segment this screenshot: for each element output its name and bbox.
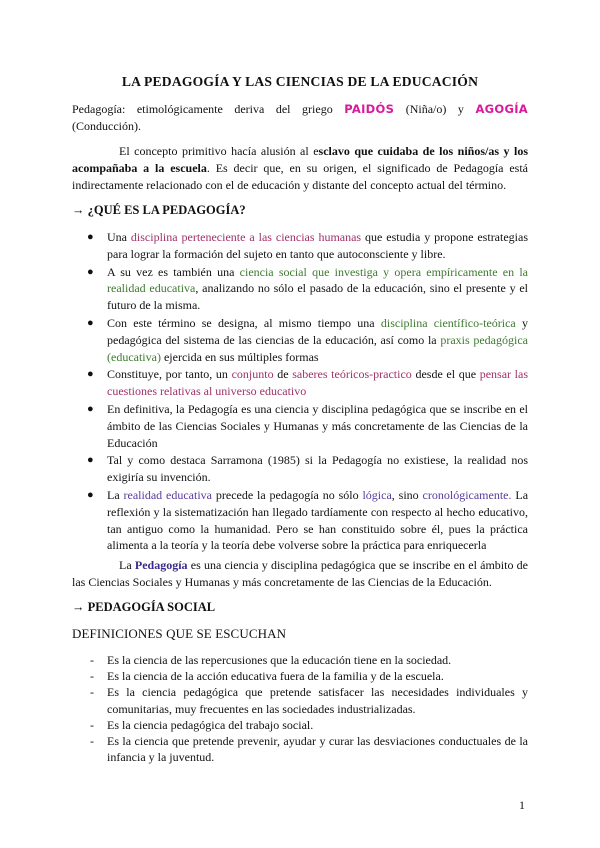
bullet-item: ● Tal y como destaca Sarramona (1985) si la Pedagogía no existiese, la realidad nos exigiría su invención. bbox=[87, 453, 528, 485]
bullet-icon: ● bbox=[87, 454, 94, 467]
dash-marker: - bbox=[90, 685, 94, 700]
intro-paragraph bbox=[72, 101, 528, 135]
highlight-text: disciplina perteneciente a las ciencias humanas bbox=[130, 230, 362, 244]
bullet-icon: ● bbox=[87, 402, 94, 415]
highlight-text: saberes teóricos-practico bbox=[292, 367, 412, 382]
section-heading-que-es: → ¿QUÉ ES LA PEDAGOGÍA? bbox=[72, 203, 246, 217]
highlight-text: lógica bbox=[362, 487, 392, 502]
highlight-text: praxis pedagógica (educativa) bbox=[107, 332, 528, 364]
dash-marker: - bbox=[90, 653, 94, 667]
dash-marker: - bbox=[90, 717, 94, 732]
origin-text: . Es decir que, en su origen, el significado de Pedagogía está indirectamente relacionado con el de educación y distante del concepto actual del término. bbox=[72, 161, 528, 192]
bullet-item: ● A su vez es también una ciencia social que investiga y opera empíricamente en la realidad educativa, analizando no sólo el pasado de la educación, sino el presente y el futuro de la misma. bbox=[87, 264, 528, 313]
bullet-item: ● Con este término se designa, al mismo tiempo una disciplina científico-teórica y pedagógica del sistema de las ciencias de la educación, así como la praxis pedagógica (educativa) ejercida en sus múltiples formas bbox=[87, 315, 529, 364]
bullet-icon: ● bbox=[87, 368, 94, 381]
bullet-icon: ● bbox=[87, 316, 94, 329]
dash-marker: - bbox=[90, 734, 94, 749]
highlight-text: conjunto bbox=[231, 367, 274, 382]
definition-bullet-list bbox=[72, 229, 528, 555]
highlight-text: disciplina científico-teórica bbox=[380, 315, 516, 330]
list-item: - Es la ciencia de la acción educativa fuera de la familia y de la escuela. bbox=[90, 669, 444, 684]
section-heading-pedagogia-social: → PEDAGOGÍA SOCIAL bbox=[72, 600, 216, 614]
definitions-list bbox=[72, 652, 528, 765]
list-item: - Es la ciencia que pretende prevenir, ayudar y curar las desviaciones conductuales de la infancia y la juventud. bbox=[90, 734, 528, 765]
page-title: LA PEDAGOGÍA Y LAS CIENCIAS DE LA EDUCACIÓN bbox=[121, 74, 479, 89]
list-item: - Es la ciencia pedagógica del trabajo social. bbox=[90, 717, 314, 732]
summary-paragraph: La Pedagogía es una ciencia y disciplina pedagógica que se inscribe en el ámbito de las Ciencias Sociales y Humanas y más concretamente de las Ciencias de la Educación. bbox=[72, 558, 529, 589]
origin-paragraph bbox=[72, 143, 528, 194]
bullet-icon: ● bbox=[87, 488, 94, 501]
bullet-item: ● En definitiva, la Pedagogía es una ciencia y disciplina pedagógica que se inscribe en el ámbito de las Ciencias Sociales y Humanas y más concretamente de las Ciencias de la Educación bbox=[87, 401, 528, 450]
pedagogia-bold: Pedagogía bbox=[134, 558, 188, 572]
page-number: 1 bbox=[519, 798, 525, 812]
bullet-item: ● La realidad educativa precede la pedagogía no sólo lógica, sino cronológicamente. La reflexión y la sistematización han llegado tardíamente con respecto al hecho educativo, tan antiguo como la humanidad. Pero se han constituido sobre él, pues la práctica alimenta a la teoría y la teoría debe volverse sobre la práctica para enriquecerla bbox=[87, 487, 529, 553]
highlight-text: realidad educativa bbox=[123, 487, 213, 502]
highlight-text: cronológicamente. bbox=[422, 487, 512, 502]
origin-text: El concepto primitivo hacía alusión al e bbox=[119, 144, 319, 158]
intro-text: Pedagogía: etimológicamente deriva del griego bbox=[72, 102, 345, 116]
term-paidos: PAIDÓS bbox=[344, 102, 395, 116]
dash-marker: - bbox=[90, 669, 94, 684]
intro-text: (Conducción). bbox=[72, 119, 141, 133]
list-item: - Es la ciencia de las repercusiones que la educación tiene en la sociedad. bbox=[90, 653, 452, 667]
bullet-item: ● Una disciplina perteneciente a las ciencias humanas que estudia y propone estrategias para lograr la formación del sujeto en tanto que autoconsciente y libre. bbox=[87, 230, 528, 261]
highlight-text: ciencia social que investiga y opera empíricamente en la realidad educativa bbox=[107, 264, 528, 296]
term-agogia: AGOGÍA bbox=[475, 102, 528, 116]
highlight-text: pensar las cuestiones relativas al universo educativo bbox=[107, 367, 528, 399]
bullet-icon: ● bbox=[87, 265, 94, 278]
subheading-definiciones: DEFINICIONES QUE SE ESCUCHAN bbox=[72, 626, 287, 641]
bullet-icon: ● bbox=[87, 231, 94, 243]
bullet-item: ● Constituye, por tanto, un conjunto de saberes teóricos-practico desde el que pensar las cuestiones relativas al universo educativo bbox=[87, 367, 528, 399]
list-item: - Es la ciencia pedagógica que pretende satisfacer las necesidades individuales y comunitarias, muy frecuentes en las sociedades industrializadas. bbox=[90, 685, 528, 716]
origin-bold-text: sclavo que cuidaba de los niños/as y los acompañaba a la escuela bbox=[72, 144, 528, 175]
intro-text: (Niña/o) y bbox=[394, 102, 476, 116]
